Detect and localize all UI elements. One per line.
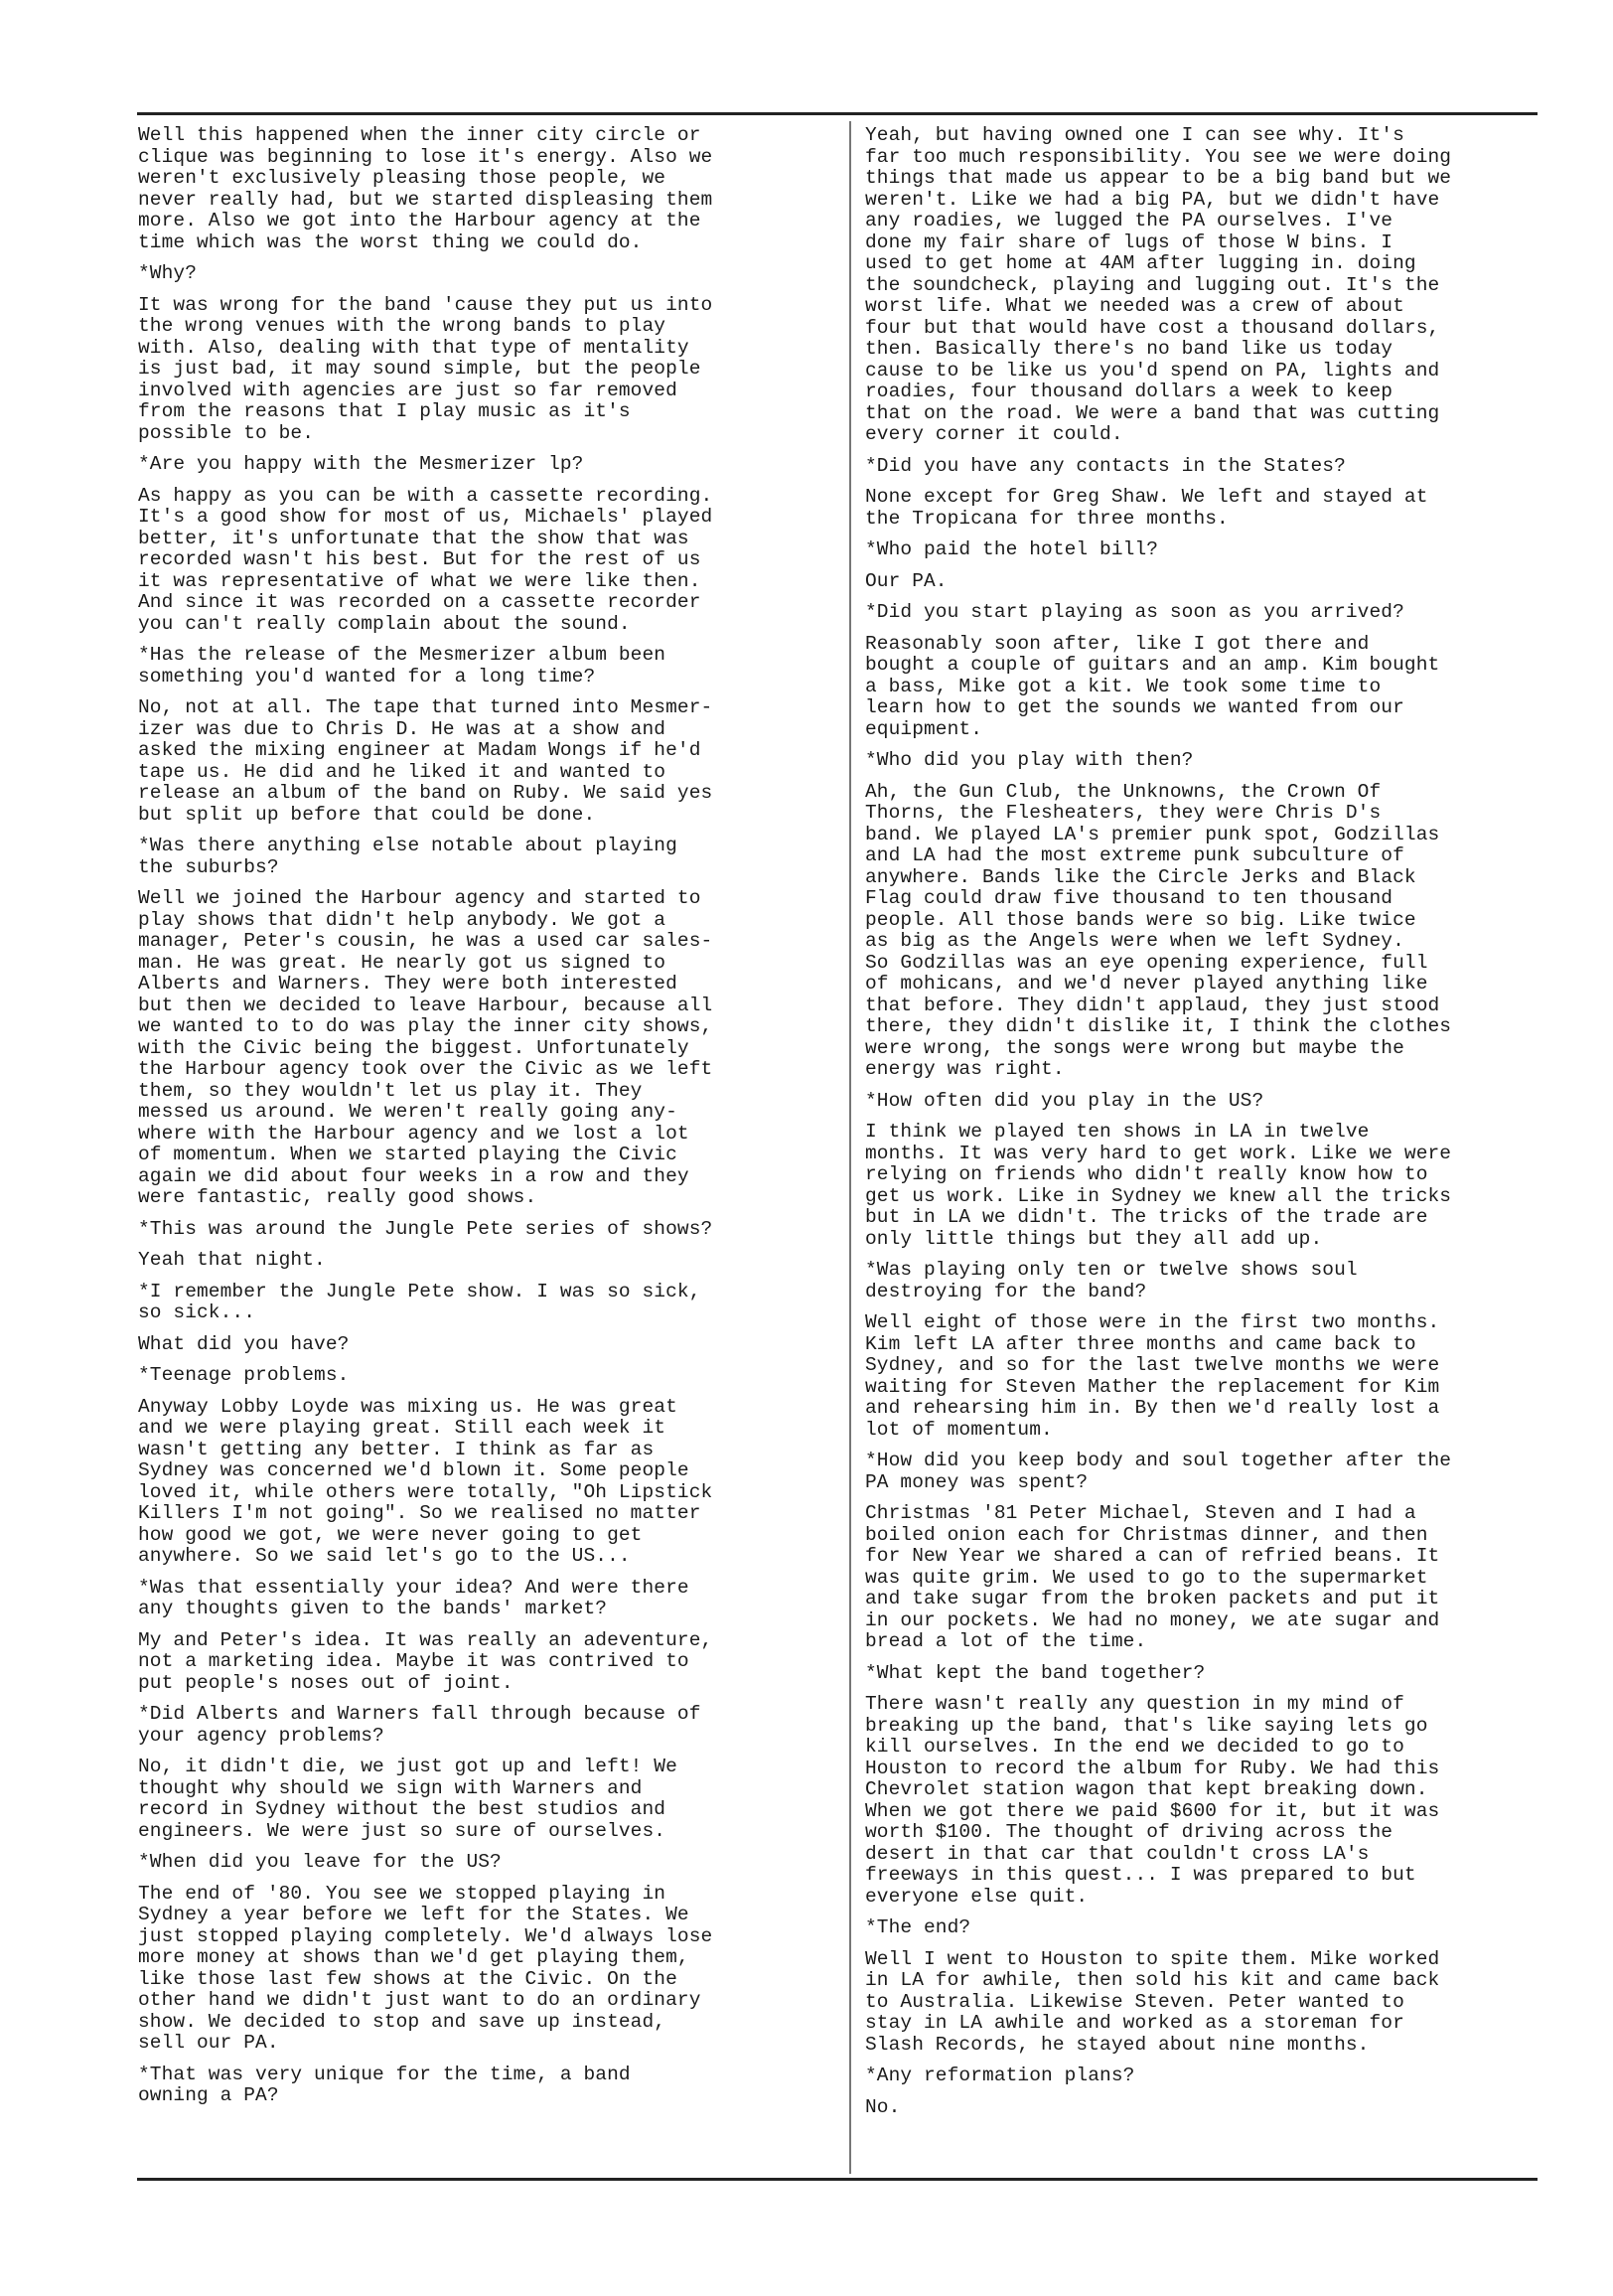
- text-line: play shows that didn't help anybody. We got a: [138, 908, 666, 931]
- text-line: Houston to record the album for Ruby. We had this: [865, 1757, 1440, 1779]
- interview-answer: [138, 1334, 804, 1356]
- text-line: where with the Harbour agency and we lost a lot: [138, 1122, 689, 1145]
- text-line: for New Year we shared a can of refried beans. It: [865, 1545, 1440, 1567]
- text-line: Christmas '81 Peter Michael, Steven and I had a: [865, 1502, 1416, 1524]
- text-line: manager, Peter's cousin, he was a used car sales-: [138, 930, 713, 952]
- text-line: so sick...: [138, 1301, 256, 1323]
- text-line: asked the mixing engineer at Madam Wongs if he'd: [138, 739, 701, 761]
- interview-answer: [865, 1949, 1542, 2057]
- interview-answer: [138, 1250, 804, 1272]
- text-line: roadies, four thousand dollars a week to keep: [865, 381, 1393, 402]
- text-line: Our PA.: [865, 569, 948, 592]
- text-line: *Did Alberts and Warners fall through because of: [138, 1703, 701, 1725]
- text-line: owning a PA?: [138, 2084, 279, 2106]
- text-line: cause to be like us you'd spend on PA, lights and: [865, 359, 1440, 382]
- text-line: that before. They didn't applaud, they just stood: [865, 994, 1440, 1016]
- interview-question: [138, 1219, 804, 1241]
- interview-question: [138, 454, 804, 476]
- interview-answer: [865, 487, 1542, 530]
- interview-answer: [138, 125, 804, 253]
- text-line: and rehearsing him in. By then we'd really lost a: [865, 1397, 1440, 1419]
- text-line: My and Peter's idea. It was really an adeventure,: [138, 1628, 713, 1651]
- interview-answer: [138, 697, 804, 826]
- interview-question: [865, 750, 1542, 772]
- text-line: not a marketing idea. Maybe it was contrived to: [138, 1650, 689, 1672]
- text-line: relying on friends who didn't really know how to: [865, 1163, 1428, 1185]
- text-line: used to get home at 4AM after lugging in. doing: [865, 252, 1416, 274]
- text-line: Thorns, the Flesheaters, they were Chris D's: [865, 802, 1382, 824]
- text-line: there, they didn't dislike it, I think the clothes: [865, 1015, 1452, 1037]
- text-line: the Tropicana for three months.: [865, 507, 1229, 530]
- text-line: equipment.: [865, 717, 983, 740]
- text-line: tape us. He did and he liked it and wanted to: [138, 760, 666, 783]
- text-line: *Was there anything else notable about playing: [138, 835, 677, 856]
- interview-question: [865, 1091, 1542, 1113]
- text-line: with. Also, dealing with that type of mentality: [138, 336, 689, 359]
- text-line: lot of momentum.: [865, 1418, 1053, 1441]
- text-line: learn how to get the sounds we wanted from our: [865, 696, 1404, 718]
- text-line: izer was due to Chris D. He was at a show and: [138, 717, 666, 740]
- text-line: anywhere. Bands like the Circle Jerks and Black: [865, 865, 1416, 888]
- text-line: but in LA we didn't. The tricks of the trade are: [865, 1206, 1428, 1228]
- text-line: bread a lot of the time.: [865, 1630, 1147, 1652]
- text-line: put people's noses out of joint.: [138, 1671, 513, 1694]
- text-line: waiting for Steven Mather the replacement for Kim: [865, 1375, 1440, 1398]
- text-line: Slash Records, he stayed about nine months.: [865, 2033, 1370, 2056]
- text-line: any roadies, we lugged the PA ourselves. I've: [865, 210, 1393, 231]
- top-rule: [137, 112, 1538, 115]
- text-line: *Any reformation plans?: [865, 2065, 1135, 2086]
- text-line: There wasn't really any question in my mind of: [865, 1693, 1404, 1715]
- text-line: It's a good show for most of us, Michaels' played: [138, 506, 713, 528]
- text-line: freeways in this quest... I was prepared to but: [865, 1864, 1416, 1886]
- text-line: four but that would have cost a thousand dollars,: [865, 316, 1440, 339]
- text-line: to Australia. Likewise Steven. Peter wanted to: [865, 1990, 1404, 2013]
- text-line: you can't really complain about the sound.: [138, 612, 631, 635]
- text-line: *What kept the band together?: [865, 1661, 1206, 1684]
- interview-question: [138, 2065, 804, 2107]
- interview-question: [138, 1578, 804, 1620]
- text-line: The end of '80. You see we stopped playing in: [138, 1882, 666, 1905]
- text-line: a bass, Mike got a kit. We took some time to: [865, 675, 1382, 697]
- text-line: energy was right.: [865, 1058, 1065, 1080]
- interview-question: [138, 1852, 804, 1874]
- interview-question: [138, 645, 804, 688]
- text-line: every corner it could.: [865, 423, 1123, 445]
- text-line: *This was around the Jungle Pete series of shows?: [138, 1217, 713, 1240]
- text-line: *How did you keep body and soul together after the: [865, 1450, 1452, 1471]
- text-line: Alberts and Warners. They were both interested: [138, 973, 677, 995]
- text-line: *Has the release of the Mesmerizer album been: [138, 644, 666, 666]
- text-line: something you'd wanted for a long time?: [138, 665, 596, 688]
- text-line: stay in LA awhile and worked as a storeman for: [865, 2012, 1404, 2034]
- text-line: weren't exclusively pleasing those people, we: [138, 167, 666, 189]
- text-line: and take sugar from the broken packets and put it: [865, 1588, 1440, 1609]
- text-line: done my fair share of lugs of those W bins. I: [865, 230, 1393, 253]
- text-line: but then we decided to leave Harbour, because all: [138, 994, 713, 1016]
- text-line: engineers. We were just so sure of ourselves.: [138, 1819, 666, 1842]
- text-line: were fantastic, really good shows.: [138, 1186, 537, 1208]
- interview-answer: [865, 571, 1542, 593]
- text-line: were wrong, the songs were wrong but maybe the: [865, 1036, 1404, 1059]
- text-line: clique was beginning to lose it's energy. Also we: [138, 145, 713, 168]
- interview-question: [138, 1704, 804, 1747]
- text-line: Sydney was concerned we'd blown it. Some people: [138, 1459, 689, 1481]
- text-line: Reasonably soon after, like I got there and: [865, 632, 1370, 655]
- text-line: record in Sydney without the best studios and: [138, 1798, 666, 1820]
- text-line: So Godzillas was an eye opening experience, full: [865, 951, 1428, 974]
- text-line: *Why?: [138, 262, 198, 284]
- text-line: *I remember the Jungle Pete show. I was so sick,: [138, 1280, 701, 1302]
- text-line: better, it's unfortunate that the show that was: [138, 527, 689, 549]
- text-line: other hand we didn't just want to do an ordinary: [138, 1989, 701, 2011]
- interview-answer: [865, 1503, 1542, 1653]
- text-line: only little things but they all add up.: [865, 1227, 1323, 1250]
- text-line: any thoughts given to the bands' market?: [138, 1598, 608, 1619]
- text-line: Killers I'm not going". So we realised no matter: [138, 1502, 701, 1524]
- text-line: but split up before that could be done.: [138, 803, 596, 826]
- text-line: *Who paid the hotel bill?: [865, 538, 1159, 560]
- interview-answer: [865, 782, 1542, 1081]
- text-line: desert in that car that couldn't cross LA's: [865, 1842, 1370, 1865]
- text-line: Sydney, and so for the last twelve months we were: [865, 1354, 1440, 1376]
- text-line: them, so they wouldn't let us play it. They: [138, 1079, 643, 1102]
- text-line: get us work. Like in Sydney we knew all the tricks: [865, 1184, 1452, 1207]
- text-line: of momentum. When we started playing the Civic: [138, 1144, 677, 1165]
- text-line: messed us around. We weren't really going any-: [138, 1101, 677, 1123]
- text-line: When we got there we paid $600 for it, but it was: [865, 1799, 1440, 1822]
- text-line: worst life. What we needed was a crew of about: [865, 295, 1404, 317]
- text-line: Yeah that night.: [138, 1249, 326, 1271]
- text-line: *When did you leave for the US?: [138, 1851, 502, 1873]
- text-line: things that made us appear to be a big band but we: [865, 167, 1452, 189]
- text-line: Well we joined the Harbour agency and started to: [138, 887, 701, 909]
- text-line: No.: [865, 2095, 901, 2118]
- text-line: with the Civic being the biggest. Unfortunately: [138, 1036, 689, 1059]
- text-line: sell our PA.: [138, 2032, 279, 2054]
- text-line: No, it didn't die, we just got up and left! We: [138, 1756, 677, 1777]
- text-line: Kim left LA after three months and came back to: [865, 1332, 1416, 1355]
- text-line: in LA for awhile, then sold his kit and came back: [865, 1969, 1440, 1991]
- interview-question: [138, 836, 804, 878]
- text-line: *The end?: [865, 1916, 971, 1938]
- text-line: Chevrolet station wagon that kept breaking down.: [865, 1778, 1428, 1800]
- interview-question: [865, 1260, 1542, 1302]
- text-line: *Did you have any contacts in the States?: [865, 454, 1346, 477]
- interview-question: [865, 1917, 1542, 1939]
- text-line: then. Basically there's no band like us today: [865, 338, 1393, 360]
- text-line: thought why should we sign with Warners and: [138, 1776, 643, 1799]
- interview-answer: [865, 1122, 1542, 1250]
- interview-question: [865, 456, 1542, 478]
- text-line: It was wrong for the band 'cause they put us into: [138, 293, 713, 316]
- text-line: *Was playing only ten or twelve shows soul: [865, 1259, 1358, 1281]
- text-line: time which was the worst thing we could do.: [138, 230, 643, 253]
- text-line: man. He was great. He nearly got us signed to: [138, 951, 666, 974]
- text-line: how good we got, we were never going to get: [138, 1523, 643, 1546]
- text-line: people. All those bands were so big. Like twice: [865, 908, 1416, 931]
- text-line: involved with agencies are just so far removed: [138, 379, 677, 401]
- text-line: Yeah, but having owned one I can see why. It's: [865, 124, 1404, 146]
- text-line: release an album of the band on Ruby. We said yes: [138, 782, 713, 804]
- text-line: *Was that essentially your idea? And were there: [138, 1576, 689, 1599]
- text-line: bought a couple of guitars and an amp. Kim bought: [865, 654, 1440, 676]
- text-line: No, not at all. The tape that turned into Mesmer-: [138, 696, 713, 718]
- interview-question: [138, 1365, 804, 1387]
- interview-question: [865, 602, 1542, 624]
- text-line: was quite grim. We used to go to the supermarket: [865, 1566, 1428, 1589]
- text-line: never really had, but we started displeasing them: [138, 188, 713, 211]
- interview-question: [865, 1663, 1542, 1685]
- text-line: more. Also we got into the Harbour agency at the: [138, 210, 701, 231]
- text-line: it was representative of what we were like then.: [138, 569, 701, 592]
- interview-answer: [138, 1630, 804, 1695]
- text-line: and LA had the most extreme punk subculture of: [865, 844, 1404, 866]
- text-line: Flag could draw five thousand to ten thousand: [865, 887, 1393, 909]
- text-line: As happy as you can be with a cassette recording.: [138, 484, 713, 507]
- text-line: more money at shows than we'd get playing them,: [138, 1946, 689, 1968]
- interview-question: [138, 263, 804, 285]
- text-line: wasn't getting any better. I think as far as: [138, 1438, 655, 1460]
- interview-answer: [138, 1884, 804, 2055]
- interview-answer: [138, 486, 804, 636]
- text-line: months. It was very hard to get work. Like we were: [865, 1142, 1452, 1164]
- text-line: I think we played ten shows in LA in twelve: [865, 1121, 1370, 1143]
- bottom-rule: [137, 2178, 1538, 2181]
- text-line: possible to be.: [138, 421, 315, 444]
- text-line: *Teenage problems.: [138, 1364, 350, 1386]
- interview-answer: [865, 2097, 1542, 2119]
- text-line: the wrong venues with the wrong bands to play: [138, 315, 666, 337]
- interview-answer: [138, 1757, 804, 1842]
- interview-answer: [138, 888, 804, 1209]
- right-column: [865, 125, 1542, 2128]
- text-line: just stopped playing completely. We'd always lose: [138, 1924, 713, 1947]
- text-line: worth $100. The thought of driving across the: [865, 1821, 1393, 1843]
- interview-answer: [865, 125, 1542, 446]
- text-line: boiled onion each for Christmas dinner, and then: [865, 1523, 1428, 1546]
- interview-question: [138, 1282, 804, 1324]
- text-line: the soundcheck, playing and lugging out. It's the: [865, 273, 1440, 296]
- text-line: What did you have?: [138, 1332, 350, 1355]
- text-line: everyone else quit.: [865, 1885, 1089, 1908]
- text-line: as big as the Angels were when we left Sydney.: [865, 930, 1404, 952]
- interview-question: [865, 2066, 1542, 2087]
- text-line: *Did you start playing as soon as you arrived?: [865, 601, 1404, 623]
- text-line: None except for Greg Shaw. We left and stayed at: [865, 486, 1428, 508]
- text-line: And since it was recorded on a cassette recorder: [138, 591, 701, 613]
- interview-answer: [865, 1312, 1542, 1441]
- text-line: PA money was spent?: [865, 1470, 1089, 1493]
- text-line: from the reasons that I play music as it's: [138, 400, 631, 422]
- text-line: anywhere. So we said let's go to the US...: [138, 1545, 631, 1567]
- text-line: *How often did you play in the US?: [865, 1089, 1264, 1112]
- text-line: of mohicans, and we'd never played anything like: [865, 973, 1428, 995]
- column-divider: [849, 121, 851, 2174]
- interview-answer: [865, 634, 1542, 741]
- interview-answer: [138, 1397, 804, 1568]
- text-line: Ah, the Gun Club, the Unknowns, the Crown Of: [865, 780, 1382, 803]
- interview-answer: [138, 295, 804, 445]
- text-line: like those last few shows at the Civic. On the: [138, 1967, 677, 1990]
- text-line: again we did about four weeks in a row and they: [138, 1164, 689, 1187]
- text-line: Anyway Lobby Loyde was mixing us. He was great: [138, 1395, 677, 1418]
- left-column: [138, 125, 804, 2117]
- text-line: we wanted to to do was play the inner city shows,: [138, 1015, 713, 1037]
- text-line: in our pockets. We had no money, we ate sugar and: [865, 1608, 1440, 1631]
- text-line: show. We decided to stop and save up instead,: [138, 2010, 666, 2033]
- text-line: loved it, while others were totally, "Oh Lipstick: [138, 1480, 713, 1503]
- text-line: recorded wasn't his best. But for the rest of us: [138, 548, 701, 570]
- text-line: band. We played LA's premier punk spot, Godzillas: [865, 823, 1440, 845]
- text-line: weren't. Like we had a big PA, but we didn't have: [865, 188, 1440, 211]
- interview-question: [865, 539, 1542, 561]
- interview-answer: [865, 1694, 1542, 1908]
- text-line: is just bad, it may sound simple, but the people: [138, 358, 701, 380]
- text-line: far too much responsibility. You see we were doing: [865, 145, 1452, 168]
- text-line: the Harbour agency took over the Civic as we left: [138, 1058, 713, 1080]
- text-line: that on the road. We were a band that was cutting: [865, 401, 1440, 424]
- text-line: Sydney a year before we left for the States. We: [138, 1904, 689, 1925]
- text-line: Well this happened when the inner city circle or: [138, 124, 701, 146]
- text-line: Well eight of those were in the first two months.: [865, 1311, 1440, 1333]
- text-line: destroying for the band?: [865, 1280, 1147, 1302]
- text-line: Well I went to Houston to spite them. Mike worked: [865, 1947, 1440, 1970]
- text-line: the suburbs?: [138, 855, 279, 878]
- text-line: and we were playing great. Still each week it: [138, 1417, 666, 1439]
- text-line: your agency problems?: [138, 1724, 384, 1747]
- text-line: kill ourselves. In the end we decided to go to: [865, 1736, 1404, 1758]
- text-line: *That was very unique for the time, a band: [138, 2063, 631, 2085]
- text-line: *Who did you play with then?: [865, 749, 1194, 771]
- text-line: breaking up the band, that's like saying lets go: [865, 1714, 1428, 1737]
- interview-question: [865, 1451, 1542, 1493]
- text-line: *Are you happy with the Mesmerizer lp?: [138, 453, 584, 475]
